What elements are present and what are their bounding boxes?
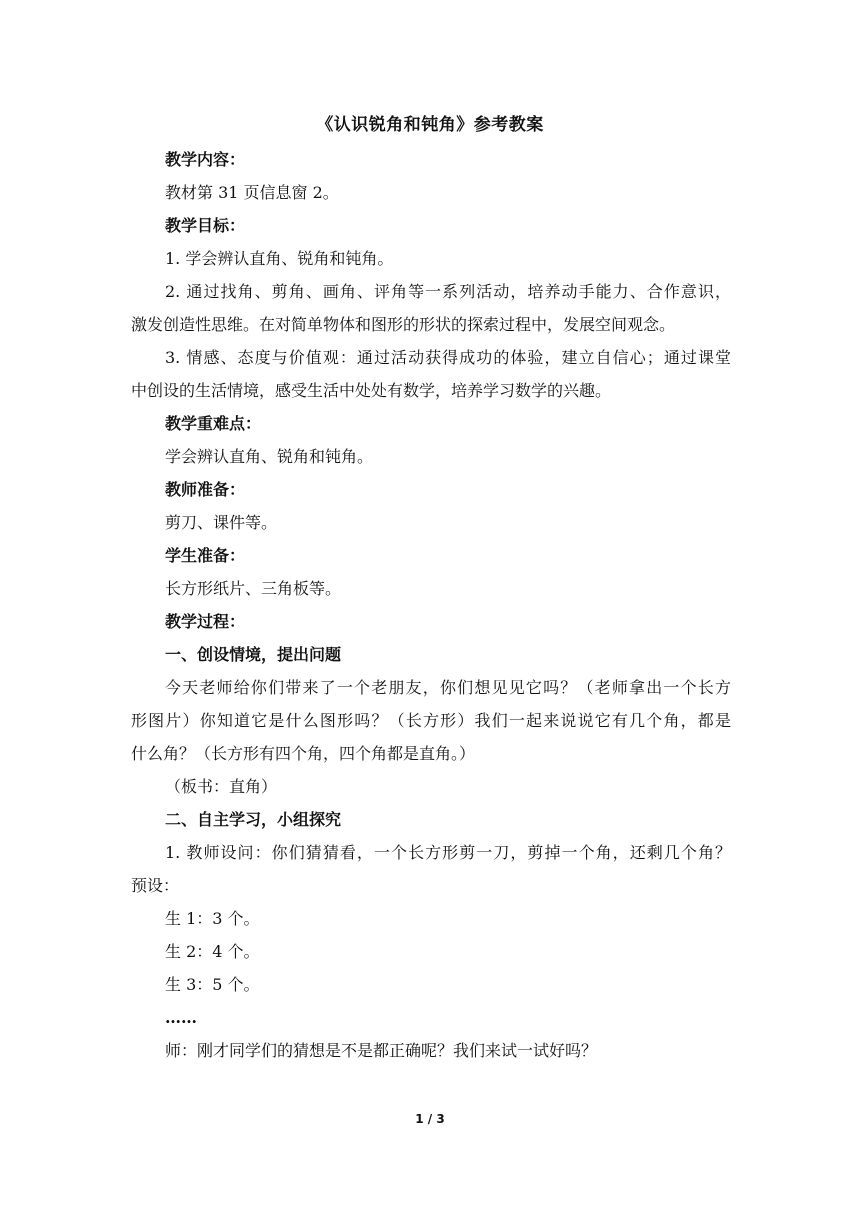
paragraph-line: 教材第 31 页信息窗 2。	[165, 183, 339, 202]
heading-key-difficulties: 教学重难点：	[165, 414, 262, 433]
heading-teaching-goals: 教学目标：	[165, 216, 246, 235]
paragraph-line: 长方形纸片、三角板等。	[165, 579, 342, 598]
paragraph-line: 今天老师给你们带来了一个老朋友，你们想见见它吗？（老师拿出一个长方	[165, 678, 731, 697]
paragraph-line: 剪刀、课件等。	[165, 513, 278, 532]
paragraph-line: 学会辨认直角、锐角和钝角。	[165, 447, 374, 466]
paragraph-line: 2. 通过找角、剪角、画角、评角等一系列活动，培养动手能力、合作意识，	[165, 282, 731, 301]
document-body	[131, 143, 731, 1067]
heading-teaching-content: 教学内容：	[165, 150, 246, 169]
heading-teacher-preparation: 教师准备：	[165, 480, 246, 499]
paragraph-line: 形图片）你知道它是什么图形吗？（长方形）我们一起来说说它有几个角，都是	[131, 711, 731, 730]
paragraph-line: 激发创造性思维。在对简单物体和图形的形状的探索过程中，发展空间观念。	[131, 315, 676, 334]
document-title: 《认识锐角和钝角》参考教案	[316, 115, 544, 135]
heading-student-preparation: 学生准备：	[165, 546, 246, 565]
paragraph-line: 1. 教师设问：你们猜猜看，一个长方形剪一刀，剪掉一个角，还剩几个角？	[165, 843, 731, 862]
paragraph-line: 师：刚才同学们的猜想是不是都正确呢？我们来试一试好吗？	[165, 1041, 598, 1060]
heading-teaching-process: 教学过程：	[165, 612, 246, 631]
page-number: 1 / 3	[415, 1112, 445, 1126]
paragraph-line: 生 3：5 个。	[165, 975, 260, 994]
paragraph-line: 1. 学会辨认直角、锐角和钝角。	[165, 249, 394, 268]
section-heading-2: 二、自主学习，小组探究	[165, 810, 342, 829]
paragraph-line: 什么角？（长方形有四个角，四个角都是直角。）	[131, 744, 476, 763]
paragraph-line: 生 1：3 个。	[165, 909, 260, 928]
section-heading-1: 一、创设情境，提出问题	[165, 645, 342, 664]
paragraph-line: （板书：直角）	[165, 777, 278, 796]
ellipsis-line: ……	[165, 1008, 197, 1027]
paragraph-line: 预设：	[131, 876, 180, 895]
paragraph-line: 生 2：4 个。	[165, 942, 260, 961]
paragraph-line: 中创设的生活情境，感受生活中处处有数学，培养学习数学的兴趣。	[131, 381, 612, 400]
paragraph-line: 3. 情感、态度与价值观：通过活动获得成功的体验，建立自信心；通过课堂	[165, 348, 731, 367]
